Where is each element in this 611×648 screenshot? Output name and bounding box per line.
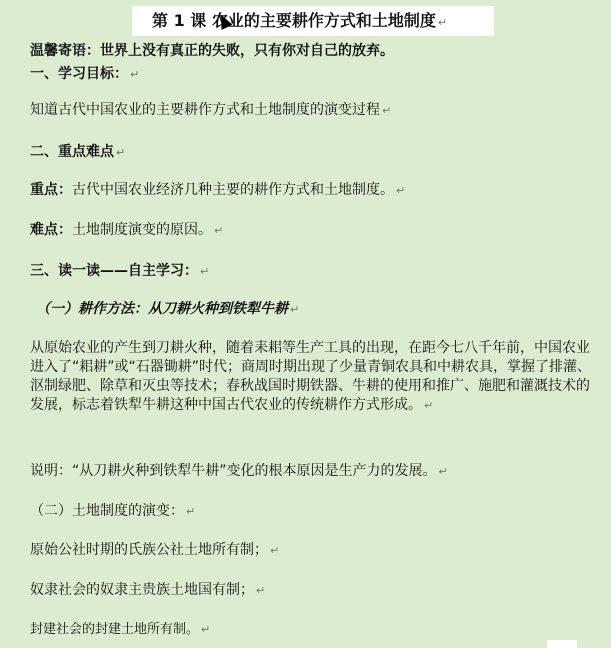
paragraph-mark-icon: ↵ (396, 184, 406, 197)
document-title (132, 6, 494, 36)
read-heading (30, 262, 209, 281)
title-text: 第 1 课 农业的主要耕作方式和土地制度 (152, 11, 436, 30)
difficulty-line (30, 221, 223, 240)
paragraph-mark-icon: ↵ (201, 623, 211, 636)
land-system-item-2-text: 奴隶社会的奴隶主贵族土地国有制； (30, 582, 254, 598)
subsection-1-heading (36, 300, 299, 319)
paragraph-mark-icon: ↵ (256, 584, 266, 597)
note-line (30, 462, 448, 481)
motto-text: 温馨寄语：世界上没有真正的失败，只有你对自己的放弃。 (30, 43, 394, 59)
paragraph-mark-icon: ↵ (214, 224, 224, 237)
paragraph-mark-icon: ↵ (424, 399, 434, 412)
subsection-2-heading-text: （二）土地制度的演变： (30, 503, 184, 519)
paragraph-mark-icon: ↵ (437, 16, 448, 29)
goal-body-text: 知道古代中国农业的主要耕作方式和土地制度的演变过程 (30, 102, 380, 118)
read-heading-text: 三、读一读——自主学习： (30, 263, 198, 279)
paragraph-mark-icon: ↵ (130, 68, 140, 81)
goal-heading (30, 65, 139, 84)
paragraph-mark-icon: ↵ (186, 505, 196, 518)
motto-line (30, 42, 394, 60)
page-edge-decoration (547, 640, 577, 648)
paragraph-mark-icon: ↵ (290, 303, 300, 316)
paragraph-mark-icon: ↵ (382, 104, 392, 117)
paragraph-mark-icon: ↵ (116, 146, 126, 159)
subsection-1-paragraph (30, 339, 598, 415)
subsection-1-heading-text: （一）耕作方法：从刀耕火种到铁犁牛耕 (36, 301, 288, 317)
land-system-item-1-text: 原始公社时期的氏族公社土地所有制； (30, 542, 268, 558)
paragraph-mark-icon: ↵ (200, 265, 210, 278)
note-text: 说明：“从刀耕火种到铁犁牛耕”变化的根本原因是生产力的发展。 (30, 463, 437, 479)
key-point-line (30, 181, 405, 200)
key-point-text: 古代中国农业经济几种主要的耕作方式和土地制度。 (72, 182, 394, 198)
paragraph-mark-icon: ↵ (438, 465, 448, 478)
subsection-2-heading (30, 502, 195, 521)
key-point-label: 重点： (30, 182, 72, 198)
difficulty-text: 土地制度演变的原因。 (72, 222, 212, 238)
key-heading (30, 143, 125, 162)
subsection-1-paragraph-text: 从原始农业的产生到刀耕火种，随着耒耜等生产工具的出现，在距今七八千年前，中国农业进入了“耜耕”或“石器锄耕”时代；商周时期出现了少量青铜农具和中耕农具，掌握了排灌、沤制绿肥、除草和灭虫等技术；春秋战国时期铁器、牛耕的使用和推广、施肥和灌溉技术的发展，标志着铁犁牛耕这种中国古代农业的传统耕作方式形成。 (30, 340, 592, 413)
difficulty-label: 难点： (30, 222, 72, 238)
land-system-item-3-text: 封建社会的封建土地所有制。 (30, 622, 200, 637)
land-system-item-2 (30, 581, 265, 600)
land-system-item-3 (30, 621, 210, 639)
paragraph-mark-icon: ↵ (270, 544, 280, 557)
goal-text (30, 101, 391, 120)
goal-heading-text: 一、学习目标： (30, 66, 128, 82)
key-heading-text: 二、重点难点 (30, 144, 114, 160)
land-system-item-1 (30, 541, 279, 560)
